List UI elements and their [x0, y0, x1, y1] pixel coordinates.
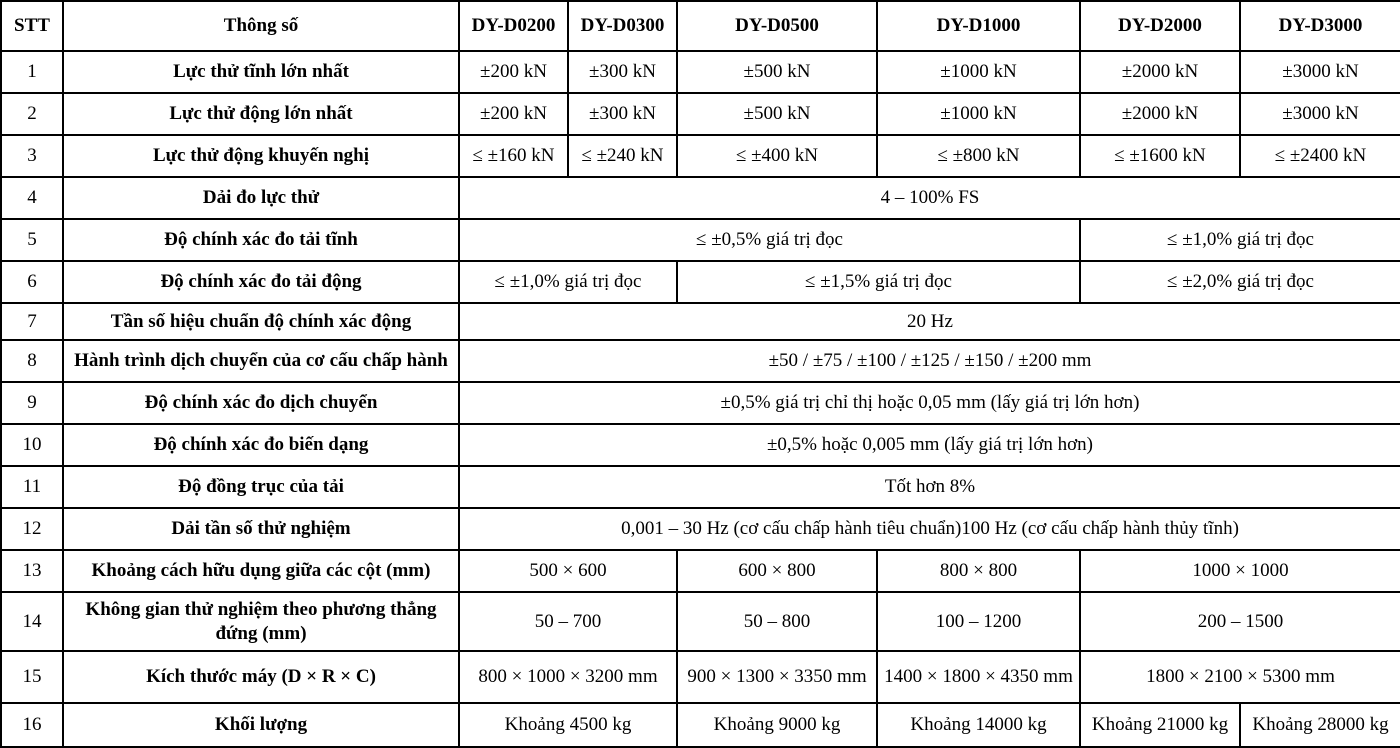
param-label: Độ chính xác đo tải động [63, 261, 459, 303]
column-header: DY-D0300 [568, 1, 677, 51]
value-cell: ≤ ±400 kN [677, 135, 877, 177]
param-label: Độ đồng trục của tải [63, 466, 459, 508]
value-cell: 200 – 1500 [1080, 592, 1400, 651]
param-label: Khối lượng [63, 703, 459, 747]
table-row [1, 51, 1400, 93]
table-row [1, 303, 1400, 340]
column-header: DY-D2000 [1080, 1, 1240, 51]
stt-cell: 14 [1, 592, 63, 651]
value-cell: Tốt hơn 8% [459, 466, 1400, 508]
stt-cell: 15 [1, 651, 63, 703]
table-row [1, 508, 1400, 550]
header-row [1, 1, 1400, 51]
stt-cell: 16 [1, 703, 63, 747]
stt-cell: 2 [1, 93, 63, 135]
value-cell: ≤ ±0,5% giá trị đọc [459, 219, 1080, 261]
table-row [1, 177, 1400, 219]
table-row [1, 550, 1400, 592]
value-cell: 0,001 – 30 Hz (cơ cấu chấp hành tiêu chuẩn)100 Hz (cơ cấu chấp hành thủy tĩnh) [459, 508, 1400, 550]
value-cell: 1800 × 2100 × 5300 mm [1080, 651, 1400, 703]
stt-cell: 5 [1, 219, 63, 261]
value-cell: ≤ ±1,0% giá trị đọc [459, 261, 677, 303]
table-row [1, 466, 1400, 508]
value-cell: 50 – 800 [677, 592, 877, 651]
stt-cell: 4 [1, 177, 63, 219]
param-label: Dải tần số thử nghiệm [63, 508, 459, 550]
table-row [1, 592, 1400, 651]
value-cell: ±500 kN [677, 93, 877, 135]
value-cell: 800 × 1000 × 3200 mm [459, 651, 677, 703]
param-label: Lực thử động lớn nhất [63, 93, 459, 135]
value-cell: ±3000 kN [1240, 93, 1400, 135]
table-row [1, 219, 1400, 261]
stt-cell: 7 [1, 303, 63, 340]
stt-cell: 1 [1, 51, 63, 93]
value-cell: ±2000 kN [1080, 51, 1240, 93]
value-cell: ±1000 kN [877, 51, 1080, 93]
column-header: DY-D0500 [677, 1, 877, 51]
table-body [1, 51, 1400, 747]
stt-cell: 13 [1, 550, 63, 592]
stt-cell: 6 [1, 261, 63, 303]
value-cell: Khoảng 21000 kg [1080, 703, 1240, 747]
value-cell: ±0,5% giá trị chỉ thị hoặc 0,05 mm (lấy giá trị lớn hơn) [459, 382, 1400, 424]
value-cell: 500 × 600 [459, 550, 677, 592]
stt-cell: 8 [1, 340, 63, 382]
value-cell: ±300 kN [568, 93, 677, 135]
value-cell: ±3000 kN [1240, 51, 1400, 93]
value-cell: Khoảng 4500 kg [459, 703, 677, 747]
table-row [1, 261, 1400, 303]
param-label: Độ chính xác đo biến dạng [63, 424, 459, 466]
column-header: DY-D1000 [877, 1, 1080, 51]
value-cell: ≤ ±2,0% giá trị đọc [1080, 261, 1400, 303]
value-cell: 800 × 800 [877, 550, 1080, 592]
param-label: Độ chính xác đo dịch chuyển [63, 382, 459, 424]
table-row [1, 135, 1400, 177]
column-header: Thông số [63, 1, 459, 51]
param-label: Lực thử động khuyến nghị [63, 135, 459, 177]
value-cell: ≤ ±1,5% giá trị đọc [677, 261, 1080, 303]
stt-cell: 11 [1, 466, 63, 508]
value-cell: ±2000 kN [1080, 93, 1240, 135]
value-cell: ±200 kN [459, 93, 568, 135]
param-label: Kích thước máy (D × R × C) [63, 651, 459, 703]
column-header: STT [1, 1, 63, 51]
value-cell: Khoảng 9000 kg [677, 703, 877, 747]
param-label: Hành trình dịch chuyển của cơ cấu chấp hành [63, 340, 459, 382]
value-cell: ≤ ±240 kN [568, 135, 677, 177]
column-header: DY-D3000 [1240, 1, 1400, 51]
value-cell: 20 Hz [459, 303, 1400, 340]
table-row [1, 93, 1400, 135]
value-cell: ≤ ±160 kN [459, 135, 568, 177]
param-label: Độ chính xác đo tải tĩnh [63, 219, 459, 261]
value-cell: ±1000 kN [877, 93, 1080, 135]
value-cell: ≤ ±800 kN [877, 135, 1080, 177]
stt-cell: 3 [1, 135, 63, 177]
table-header [1, 1, 1400, 51]
value-cell: 900 × 1300 × 3350 mm [677, 651, 877, 703]
value-cell: 1000 × 1000 [1080, 550, 1400, 592]
stt-cell: 12 [1, 508, 63, 550]
value-cell: 1400 × 1800 × 4350 mm [877, 651, 1080, 703]
stt-cell: 10 [1, 424, 63, 466]
param-label: Tần số hiệu chuẩn độ chính xác động [63, 303, 459, 340]
value-cell: ±200 kN [459, 51, 568, 93]
value-cell: ±0,5% hoặc 0,005 mm (lấy giá trị lớn hơn) [459, 424, 1400, 466]
value-cell: ±300 kN [568, 51, 677, 93]
table-row [1, 703, 1400, 747]
value-cell: 600 × 800 [677, 550, 877, 592]
column-header: DY-D0200 [459, 1, 568, 51]
table-row [1, 340, 1400, 382]
table-row [1, 424, 1400, 466]
value-cell: ≤ ±1600 kN [1080, 135, 1240, 177]
param-label: Không gian thử nghiệm theo phương thẳng đứng (mm) [63, 592, 459, 651]
value-cell: 50 – 700 [459, 592, 677, 651]
value-cell: 4 – 100% FS [459, 177, 1400, 219]
param-label: Lực thử tĩnh lớn nhất [63, 51, 459, 93]
value-cell: ≤ ±2400 kN [1240, 135, 1400, 177]
value-cell: 100 – 1200 [877, 592, 1080, 651]
value-cell: ±500 kN [677, 51, 877, 93]
param-label: Khoảng cách hữu dụng giữa các cột (mm) [63, 550, 459, 592]
value-cell: Khoảng 14000 kg [877, 703, 1080, 747]
value-cell: ±50 / ±75 / ±100 / ±125 / ±150 / ±200 mm [459, 340, 1400, 382]
value-cell: Khoảng 28000 kg [1240, 703, 1400, 747]
value-cell: ≤ ±1,0% giá trị đọc [1080, 219, 1400, 261]
param-label: Dải đo lực thử [63, 177, 459, 219]
table-row [1, 651, 1400, 703]
table-row [1, 382, 1400, 424]
stt-cell: 9 [1, 382, 63, 424]
